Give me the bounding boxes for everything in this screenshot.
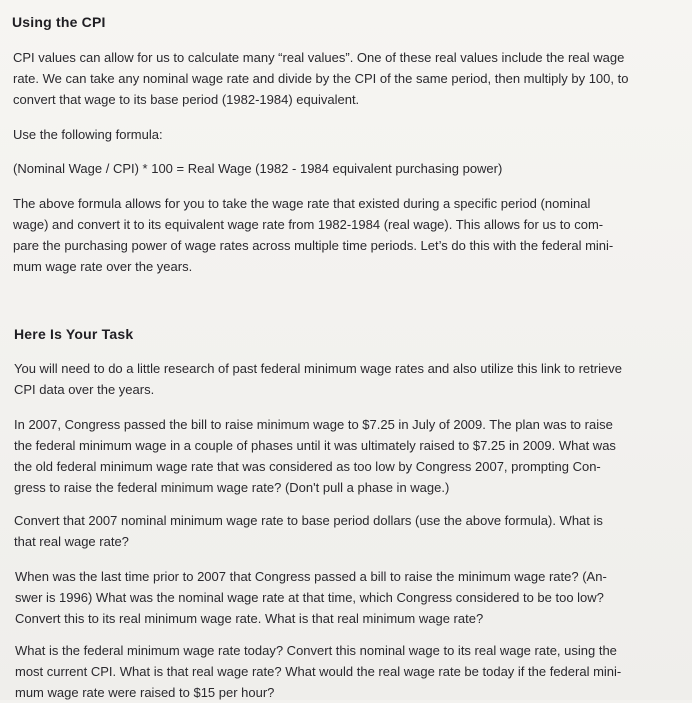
text-line: the old federal minimum wage rate that was considered as too low by Congress 2007, prompting Con- [14,459,601,474]
text-line: wage) and convert it to its equivalent wage rate from 1982-1984 (real wage). This allows for us to com- [13,217,604,232]
text-line: swer is 1996) What was the nominal wage rate at that time, which Congress considered to be too low? [15,590,604,605]
formula-text: (Nominal Wage / CPI) * 100 = Real Wage (1982 - 1984 equivalent purchasing power) [13,161,503,176]
text-line: When was the last time prior to 2007 that Congress passed a bill to raise the minimum wage rate? (An- [15,569,607,584]
text-line: convert that wage to its base period (1982-1984) equivalent. [13,92,360,107]
text-line: CPI values can allow for us to calculate many “real values”. One of these real values include the real wage [13,50,625,65]
text-line: rate. We can take any nominal wage rate and divide by the CPI of the same period, then multiply by 100, to [13,71,629,86]
cpi-intro-paragraph [13,47,628,110]
text-line: You will need to do a little research of past federal minimum wage rates and also utilize this link to retrieve [14,361,622,376]
question-today-paragraph [15,640,621,703]
section-title-task: Here Is Your Task [14,326,134,342]
text-line: What is the federal minimum wage rate today? Convert this nominal wage to its real wage rate, using the [15,643,617,658]
question-convert-paragraph [14,510,603,552]
question-prior-paragraph [15,566,607,629]
formula-explanation-paragraph [13,193,613,277]
formula-intro: Use the following formula: [13,127,163,142]
section-title-using-cpi: Using the CPI [12,14,106,30]
text-line: most current CPI. What is that real wage rate? What would the real wage rate be today if the federal mini- [15,664,622,679]
task-intro-paragraph [14,358,622,400]
text-line: mum wage rate were raised to $15 per hour? [15,685,275,700]
text-line: In 2007, Congress passed the bill to raise minimum wage to $7.25 in July of 2009. The plan was to raise [14,417,613,432]
text-line: the federal minimum wage in a couple of phases until it was ultimately raised to $7.25 in 2009. What was [14,438,616,453]
text-line: that real wage rate? [14,534,129,549]
text-line: pare the purchasing power of wage rates across multiple time periods. Let’s do this with the federal mini- [13,238,614,253]
text-line: The above formula allows for you to take the wage rate that existed during a specific period (nominal [13,196,591,211]
text-line: CPI data over the years. [14,382,155,397]
text-line: mum wage rate over the years. [13,259,193,274]
question-2007-paragraph [14,414,616,498]
text-line: Convert this to its real minimum wage rate. What is that real minimum wage rate? [15,611,484,626]
text-line: Convert that 2007 nominal minimum wage rate to base period dollars (use the above formula). What is [14,513,603,528]
text-line: gress to raise the federal minimum wage rate? (Don't pull a phase in wage.) [14,480,450,495]
